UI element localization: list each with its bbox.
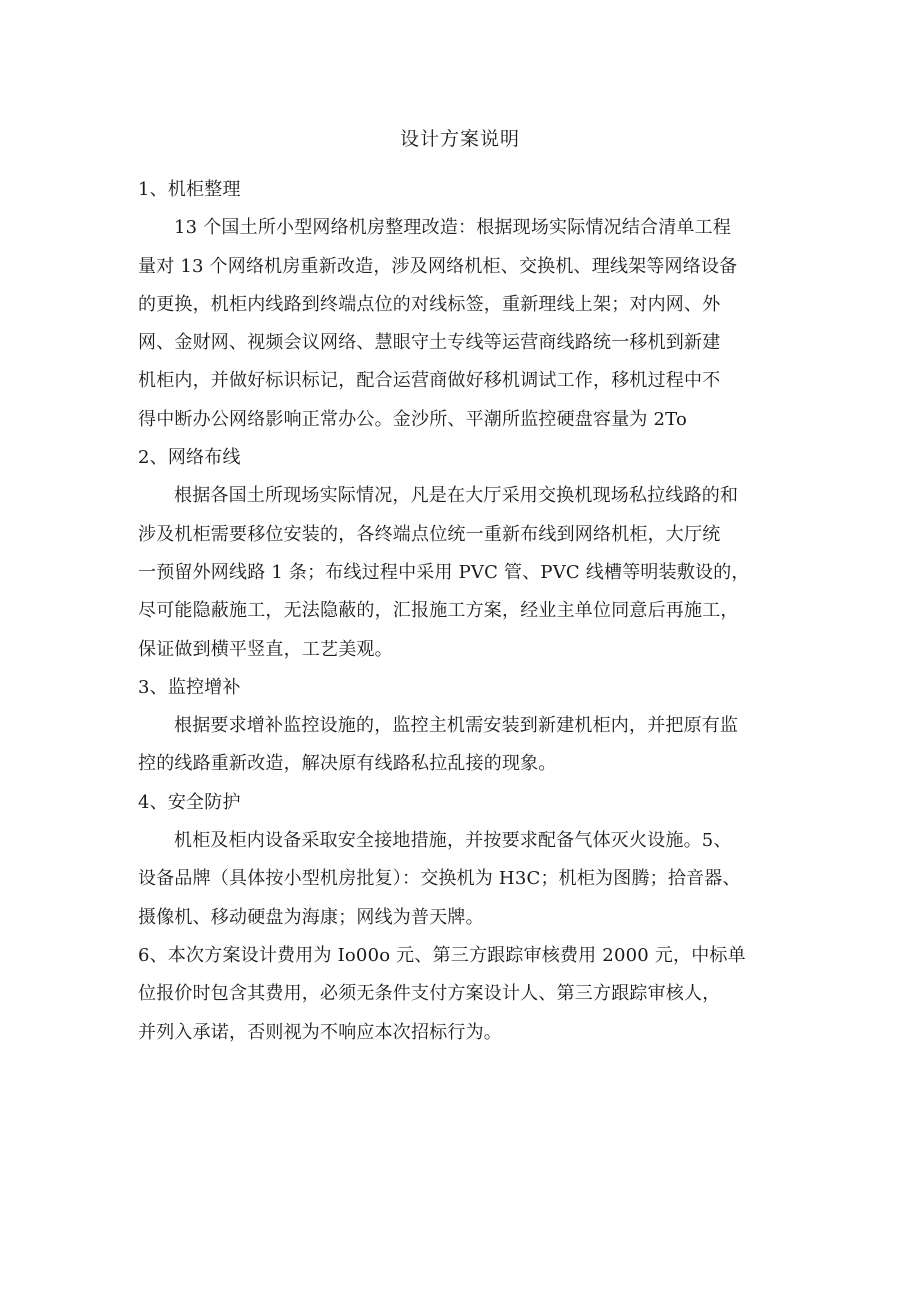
section-paragraph [138, 477, 788, 668]
text-line: 尽可能隐蔽施工，无法隐蔽的，汇报施工方案，经业主单位同意后再施工， [138, 600, 739, 622]
section-heading: 2、网络布线 [138, 447, 241, 469]
text-line: 根据各国土所现场实际情况，凡是在大厅采用交换机现场私拉线路的和 [174, 485, 739, 507]
text-line: 13 个国土所小型网络机房整理改造：根据现场实际情况结合清单工程 [174, 217, 732, 239]
section-safety-protection [138, 784, 788, 1052]
text-line: 6、本次方案设计费用为 Io00o 元、第三方跟踪审核费用 2000 元，中标单 [138, 944, 746, 966]
text-line: 得中断办公网络影响正常办公。金沙所、平潮所监控硬盘容量为 2To [138, 408, 688, 430]
text-line: 保证做到横平竖直，工艺美观。 [138, 638, 393, 660]
text-line: 网、金财网、视频会议网络、慧眼守土专线等运营商线路统一移机到新建 [138, 332, 721, 354]
text-line: 量对 13 个网络机房重新改造，涉及网络机柜、交换机、理线架等网络设备 [138, 255, 738, 277]
section-paragraph [138, 822, 788, 1052]
text-line: 根据要求增补监控设施的，监控主机需安装到新建机柜内，并把原有监 [174, 715, 739, 737]
text-line: 机柜及柜内设备采取安全接地措施，并按要求配备气体灭火设施。5、 [174, 830, 732, 852]
document-body [138, 171, 788, 1052]
section-network-cabling [138, 439, 788, 669]
text-line: 设备品牌（具体按小型机房批复）：交换机为 H3C；机柜为图腾；拾音器、 [138, 868, 741, 890]
text-line: 一预留外网线路 1 条；布线过程中采用 PVC 管、PVC 线槽等明装敷设的， [138, 561, 750, 583]
text-line: 控的线路重新改造，解决原有线路私拉乱接的现象。 [138, 753, 557, 775]
section-heading: 4、安全防护 [138, 791, 241, 813]
text-line: 涉及机柜需要移位安装的，各终端点位统一重新布线到网络机柜，大厅统 [138, 523, 721, 545]
text-line: 位报价时包含其费用，必须无条件支付方案设计人、第三方跟踪审核人， [138, 983, 721, 1005]
text-line: 机柜内，并做好标识标记，配合运营商做好移机调试工作，移机过程中不 [138, 370, 721, 392]
document-title: 设计方案说明 [399, 128, 520, 150]
section-cabinet-arrangement [138, 171, 788, 439]
section-paragraph [138, 707, 788, 784]
text-line: 并列入承诺，否则视为不响应本次招标行为。 [138, 1021, 502, 1043]
section-paragraph [138, 209, 788, 439]
text-line: 的更换，机柜内线路到终端点位的对线标签，重新理线上架；对内网、外 [138, 293, 721, 315]
section-heading: 1、机柜整理 [138, 179, 241, 200]
section-heading: 3、监控增补 [138, 676, 241, 698]
section-monitoring-supplement [138, 669, 788, 784]
text-line: 摄像机、移动硬盘为海康；网线为普天牌。 [138, 906, 484, 928]
